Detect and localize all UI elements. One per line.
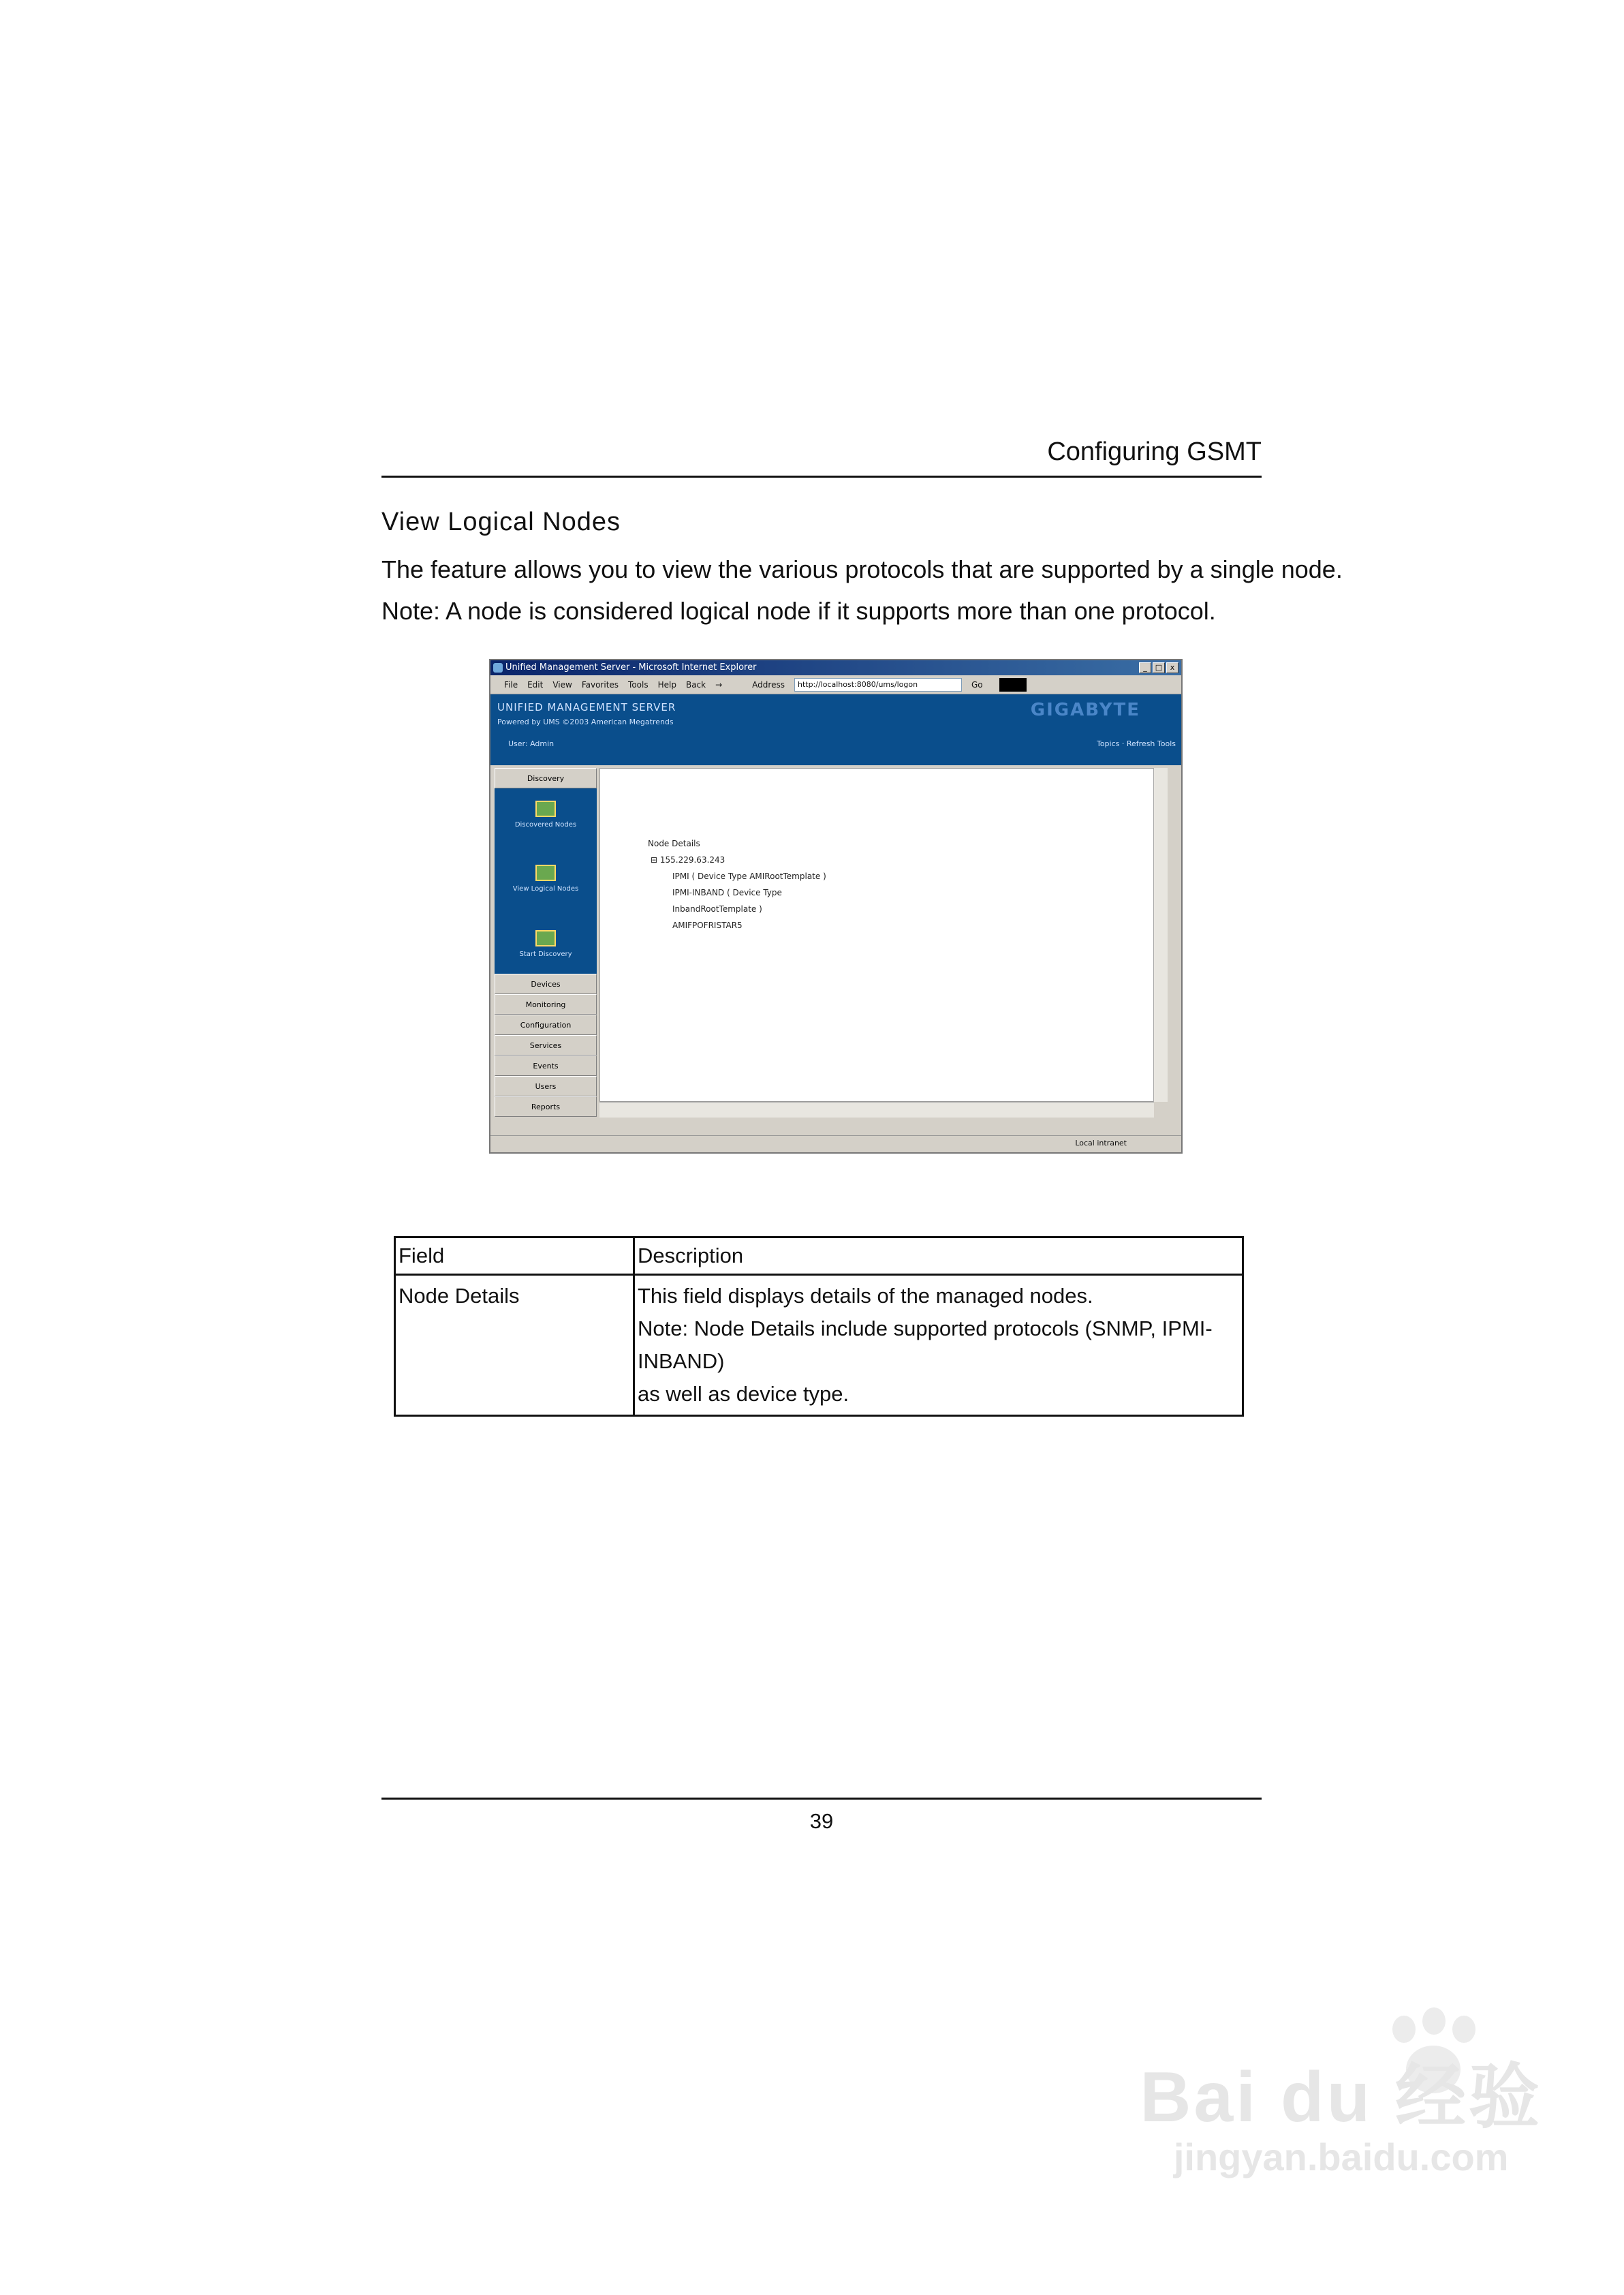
discovery-panel xyxy=(495,788,597,974)
sidebar-button-devices[interactable]: Devices xyxy=(495,974,597,994)
menu-favorites[interactable]: Favorites xyxy=(581,679,619,690)
tool-label: Discovered Nodes xyxy=(514,821,577,829)
table-header-row xyxy=(395,1237,1243,1275)
field-name: Node Details xyxy=(399,1284,520,1308)
footer-rule xyxy=(381,1798,1262,1800)
maximize-button[interactable]: □ xyxy=(1153,662,1165,673)
menu-toolbar xyxy=(490,675,1181,694)
header-description: Description xyxy=(634,1237,1243,1275)
tree-child-node[interactable]: AMIFPOFRISTAR5 xyxy=(672,921,743,930)
menu-edit[interactable]: Edit xyxy=(527,679,544,690)
cell-description xyxy=(634,1275,1243,1416)
throbber-icon xyxy=(999,678,1027,692)
content-pane xyxy=(599,768,1154,1102)
sidebar-button-users[interactable]: Users xyxy=(495,1076,597,1096)
tree-child-node[interactable]: InbandRootTemplate ) xyxy=(672,904,762,914)
menu-help[interactable]: Help xyxy=(657,679,676,690)
sidebar xyxy=(495,768,597,1136)
page-number: 39 xyxy=(809,1809,834,1833)
address-label: Address xyxy=(752,679,785,690)
watermark-url: jingyan.baidu.com xyxy=(1173,2136,1509,2178)
banner-user: User: Admin xyxy=(508,739,555,748)
window-title: Unified Management Server - Microsoft Internet Explorer xyxy=(505,662,757,673)
sidebar-button-monitoring[interactable]: Monitoring xyxy=(495,994,597,1015)
tool-view-logical-nodes[interactable] xyxy=(495,865,597,893)
tool-start-discovery[interactable] xyxy=(495,930,597,958)
discovery-icon xyxy=(535,930,556,946)
app-banner xyxy=(490,694,1181,765)
description-line: This field displays details of the managed nodes. xyxy=(638,1284,1093,1308)
vertical-scrollbar[interactable] xyxy=(1153,768,1168,1102)
sidebar-button-services[interactable]: Services xyxy=(495,1035,597,1056)
go-button[interactable]: Go xyxy=(971,679,983,690)
sidebar-button-events[interactable]: Events xyxy=(495,1056,597,1076)
tree-heading: Node Details xyxy=(648,839,700,848)
watermark-brand: Bai du 经验 xyxy=(1140,2058,1542,2137)
description-line: Note: Node Details include supported protocols (SNMP, IPMI-INBAND) xyxy=(638,1316,1213,1373)
logical-nodes-icon xyxy=(535,865,556,881)
banner-links[interactable]: Topics · Refresh Tools xyxy=(1096,739,1176,748)
tree-child-node[interactable]: IPMI-INBAND ( Device Type xyxy=(672,888,782,897)
window-titlebar xyxy=(490,660,1181,675)
horizontal-scrollbar[interactable] xyxy=(599,1102,1154,1118)
brand-logo: GIGABYTE xyxy=(1030,700,1140,720)
header-field: Field xyxy=(395,1237,634,1275)
minimize-button[interactable]: _ xyxy=(1139,662,1151,673)
menu-view[interactable]: View xyxy=(552,679,572,690)
menu-tools[interactable]: Tools xyxy=(628,679,649,690)
forward-button[interactable]: → xyxy=(715,679,723,690)
address-field[interactable]: http://localhost:8080/ums/logon xyxy=(794,678,962,692)
tool-discovered-nodes[interactable] xyxy=(495,801,597,829)
sidebar-button-reports[interactable]: Reports xyxy=(495,1096,597,1117)
close-button[interactable]: x xyxy=(1166,662,1178,673)
paragraph-note: Note: A node is considered logical node if it supports more than one protocol. xyxy=(381,597,1216,625)
tool-label: Start Discovery xyxy=(519,951,572,958)
tree-root-node[interactable]: ⊟ 155.229.63.243 xyxy=(651,855,725,865)
table-row xyxy=(395,1275,1243,1416)
nodes-icon xyxy=(535,801,556,817)
back-button[interactable]: Back xyxy=(685,679,706,690)
status-zone: Local intranet xyxy=(1075,1139,1127,1148)
section-title: View Logical Nodes xyxy=(381,508,621,536)
menu-file[interactable]: File xyxy=(504,679,518,690)
node-details-tree xyxy=(648,835,826,934)
cell-field xyxy=(395,1275,634,1416)
sidebar-button-configuration[interactable]: Configuration xyxy=(495,1015,597,1035)
tool-label: View Logical Nodes xyxy=(512,885,579,893)
sidebar-button-discovery[interactable]: Discovery xyxy=(495,768,597,788)
browser-screenshot xyxy=(489,659,1183,1154)
field-description-table xyxy=(394,1236,1244,1417)
banner-subtitle: Powered by UMS ©2003 American Megatrends xyxy=(497,718,674,726)
watermark xyxy=(1140,2039,1542,2179)
paragraph-feature: The feature allows you to view the various protocols that are supported by a single node. xyxy=(381,555,1343,583)
tree-child-node[interactable]: IPMI ( Device Type AMIRootTemplate ) xyxy=(672,872,826,881)
banner-title: UNIFIED MANAGEMENT SERVER xyxy=(497,701,676,713)
header-rule xyxy=(381,476,1262,478)
status-bar xyxy=(490,1135,1181,1152)
ie-icon xyxy=(493,663,503,673)
description-line: as well as device type. xyxy=(638,1382,849,1406)
window-controls xyxy=(1139,662,1178,673)
page-header-title: Configuring GSMT xyxy=(1047,437,1262,466)
